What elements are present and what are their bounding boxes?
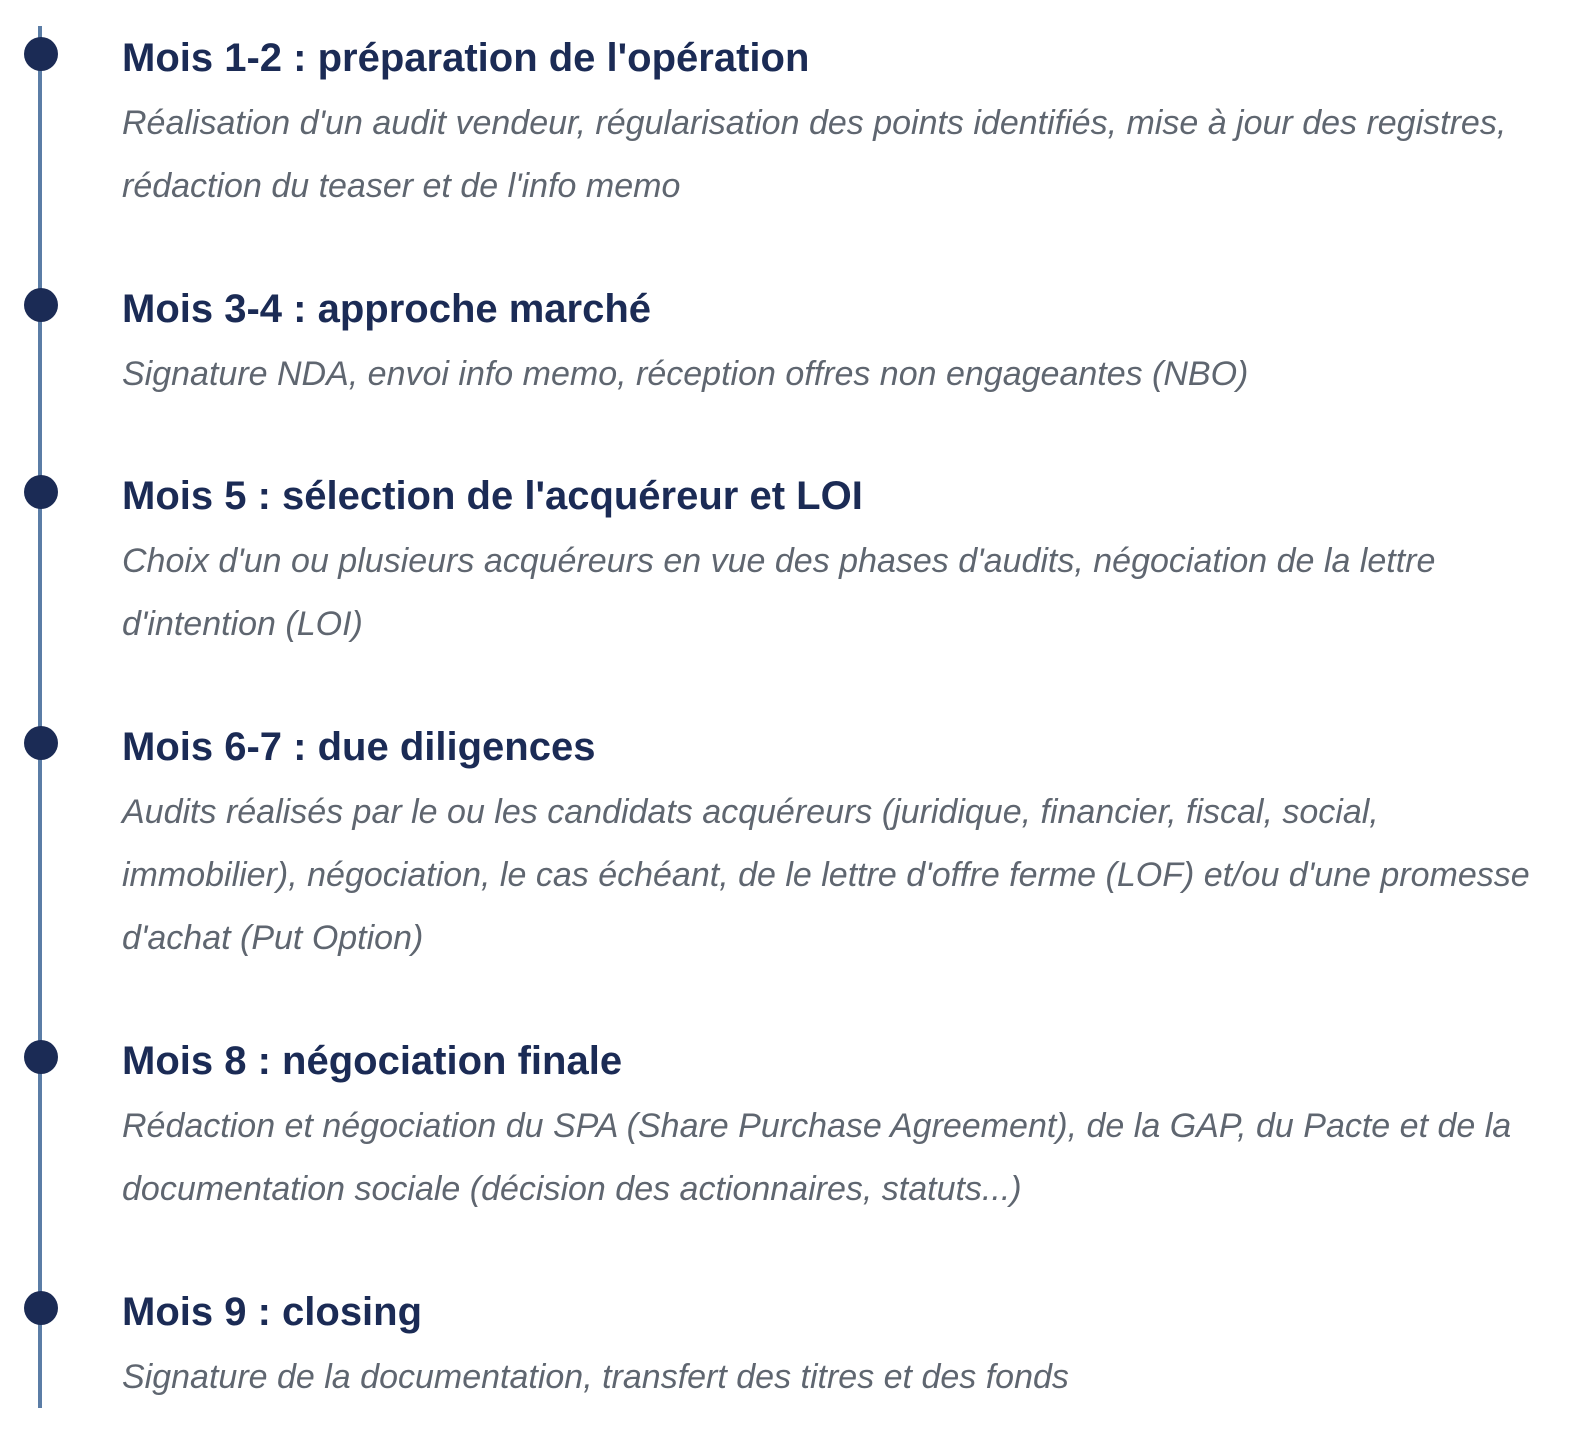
timeline-dot (24, 288, 58, 322)
step-title: Mois 1-2 : préparation de l'opération (122, 36, 810, 80)
step-description: Rédaction et négociation du SPA (Share Purchase Agreement), de la GAP, du Pacte et de la documentation sociale (décision des actionnaires, statuts...) (122, 1107, 1512, 1208)
timeline-dot (24, 37, 58, 71)
step-description: Réalisation d'un audit vendeur, régularisation des points identifiés, mise à jour des registres, rédaction du teaser et de l'info memo (122, 104, 1507, 205)
step-title: Mois 5 : sélection de l'acquéreur et LOI (122, 474, 863, 518)
step-title: Mois 3-4 : approche marché (122, 287, 652, 331)
step-title: Mois 9 : closing (122, 1290, 423, 1334)
step-description: Choix d'un ou plusieurs acquéreurs en vue des phases d'audits, négociation de la lettre d'intention (LOI) (122, 542, 1436, 643)
step-title: Mois 6-7 : due diligences (122, 725, 596, 769)
step-title: Mois 8 : négociation finale (122, 1039, 623, 1083)
step-description: Signature de la documentation, transfert des titres et des fonds (122, 1358, 1069, 1396)
timeline-line (38, 26, 42, 1408)
step-description: Signature NDA, envoi info memo, réception offres non engageantes (NBO) (122, 355, 1249, 393)
timeline-dot (24, 1291, 58, 1325)
timeline-dot (24, 726, 58, 760)
timeline-dot (24, 475, 58, 509)
step-description: Audits réalisés par le ou les candidats acquéreurs (juridique, financier, fiscal, social, immobilier), négociation, le cas échéant, de le lettre d'offre ferme (LOF) et/ou d'une promesse d'achat (Put Option) (122, 793, 1530, 957)
timeline-dot (24, 1040, 58, 1074)
